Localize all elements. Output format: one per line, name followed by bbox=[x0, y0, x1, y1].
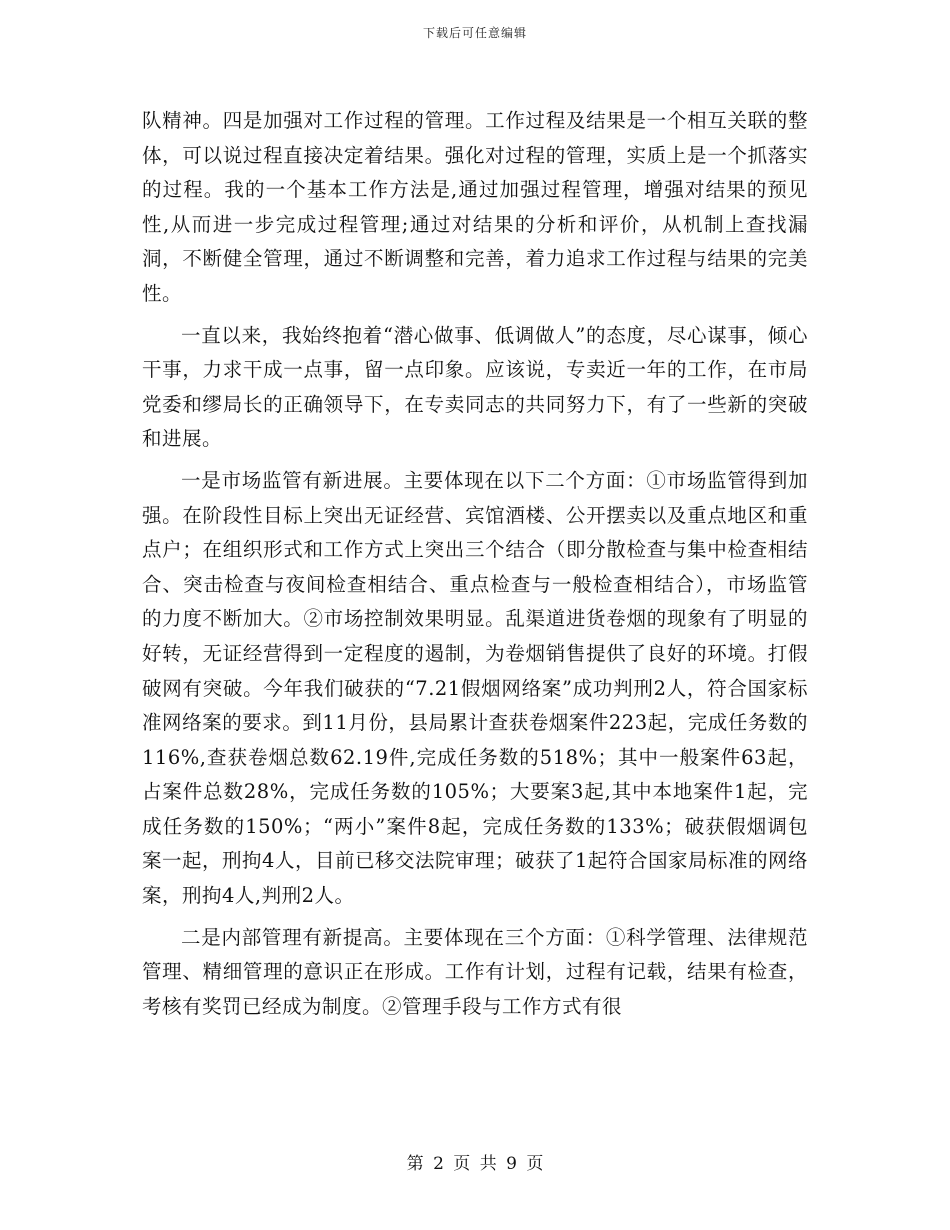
paragraph-2: 一直以来，我始终抱着“潜心做事、低调做人”的态度，尽心谋事，倾心干事，力求干成一点事，留一点印象。应该说，专卖近一年的工作，在市局党委和缪局长的正确领导下，在专卖同志的共同努力下，有了一些新的突破和进展。 bbox=[142, 323, 808, 451]
paragraph-3: 一是市场监管有新进展。主要体现在以下二个方面：①市场监管得到加强。在阶段性目标上突出无证经营、宾馆酒楼、公开摆卖以及重点地区和重点户；在组织形式和工作方式上突出三个结合（即分散检查与集中检查相结合、突击检查与夜间检查相结合、重点检查与一般检查相结合），市场监管的力度不断加大。②市场控制效果明显。乱渠道进货卷烟的现象有了明显的好转，无证经营得到一定程度的遏制，为卷烟销售提供了良好的环境。打假破网有突破。今年我们破获的“7.21假烟网络案”成功判刑2人，符合国家标准网络案的要求。到11月份，县局累计查获卷烟案件223起，完成任务数的116%,查获卷烟总数62.19件,完成任务数的518%；其中一般案件63起，占案件总数28%，完成任务数的105%；大要案3起,其中本地案件1起，完成任务数的150%；“两小”案件8起，完成任务数的133%；破获假烟调包案一起，刑拘4人，目前已移交法院审理；破获了1起符合国家局标准的网络案，刑拘4人,判刑2人。 bbox=[142, 468, 808, 908]
page-number-footer: 第 2 页 共 9 页 bbox=[406, 1154, 544, 1174]
document-body bbox=[142, 104, 808, 1024]
page-header: 下载后可任意编辑 bbox=[422, 26, 527, 40]
paragraph-4: 二是内部管理有新提高。主要体现在三个方面：①科学管理、法律规范管理、精细管理的意识正在形成。工作有计划，过程有记载，结果有检查，考核有奖罚已经成为制度。②管理手段与工作方式有很 bbox=[142, 925, 808, 1018]
paragraph-1: 队精神。四是加强对工作过程的管理。工作过程及结果是一个相互关联的整体，可以说过程直接决定着结果。强化对过程的管理，实质上是一个抓落实的过程。我的一个基本工作方法是,通过加强过程管理，增强对结果的预见性,从而进一步完成过程管理;通过对结果的分析和评价，从机制上查找漏洞，不断健全管理，通过不断调整和完善，着力追求工作过程与结果的完美性。 bbox=[142, 109, 808, 305]
